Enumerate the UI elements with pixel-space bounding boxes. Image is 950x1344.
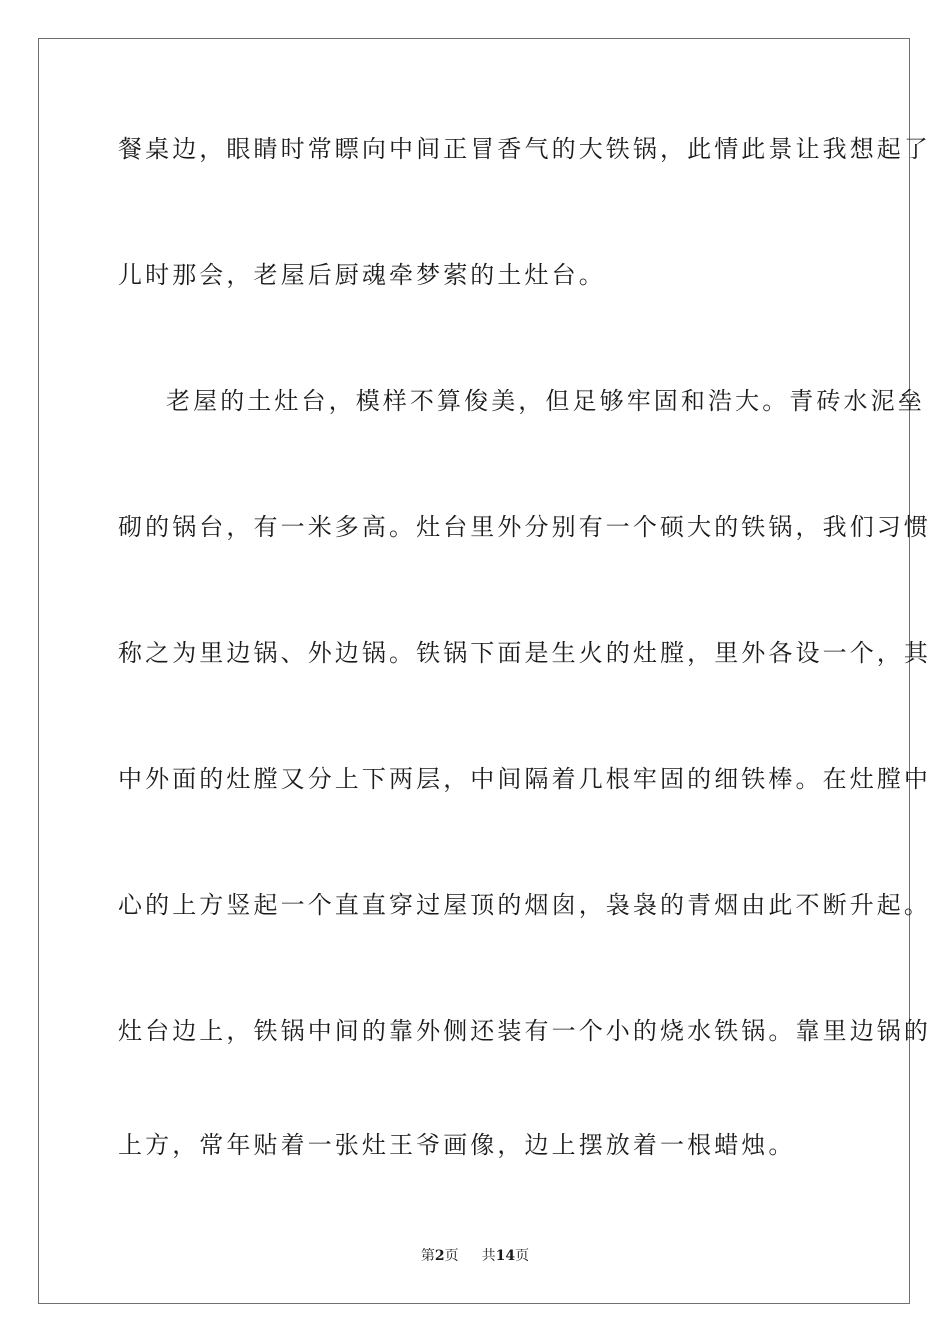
paragraph-line: 儿时那会，老屋后厨魂牵梦萦的土灶台。	[118, 261, 606, 289]
total-pages: 14	[495, 1248, 516, 1264]
paragraph-line: 灶台边上，铁锅中间的靠外侧还装有一个小的烧水铁锅。靠里边锅的	[118, 1017, 931, 1045]
page-prefix: 第	[420, 1248, 435, 1264]
paragraph-line: 中外面的灶膛又分上下两层，中间隔着几根牢固的细铁棒。在灶膛中	[118, 765, 931, 793]
page-border	[38, 38, 931, 1304]
paragraph-line: 老屋的土灶台，模样不算俊美，但足够牢固和浩大。青砖水泥垒	[166, 387, 925, 415]
total-unit: 页	[515, 1248, 530, 1264]
paragraph-line: 砌的锅台，有一米多高。灶台里外分别有一个硕大的铁锅，我们习惯	[118, 513, 931, 541]
page-footer	[0, 1246, 950, 1266]
paragraph-line: 心的上方竖起一个直直穿过屋顶的烟囱，袅袅的青烟由此不断升起。	[118, 891, 931, 919]
page-unit: 页	[444, 1248, 459, 1264]
total-prefix: 共	[481, 1248, 496, 1264]
paragraph-line: 上方，常年贴着一张灶王爷画像，边上摆放着一根蜡烛。	[118, 1131, 796, 1159]
page-number	[421, 1248, 463, 1264]
current-page: 2	[434, 1248, 445, 1264]
paragraph-line: 餐桌边，眼睛时常瞟向中间正冒香气的大铁锅，此情此景让我想起了	[118, 135, 931, 163]
paragraph-line: 称之为里边锅、外边锅。铁锅下面是生火的灶膛，里外各设一个，其	[118, 639, 931, 667]
page-total	[482, 1248, 529, 1264]
